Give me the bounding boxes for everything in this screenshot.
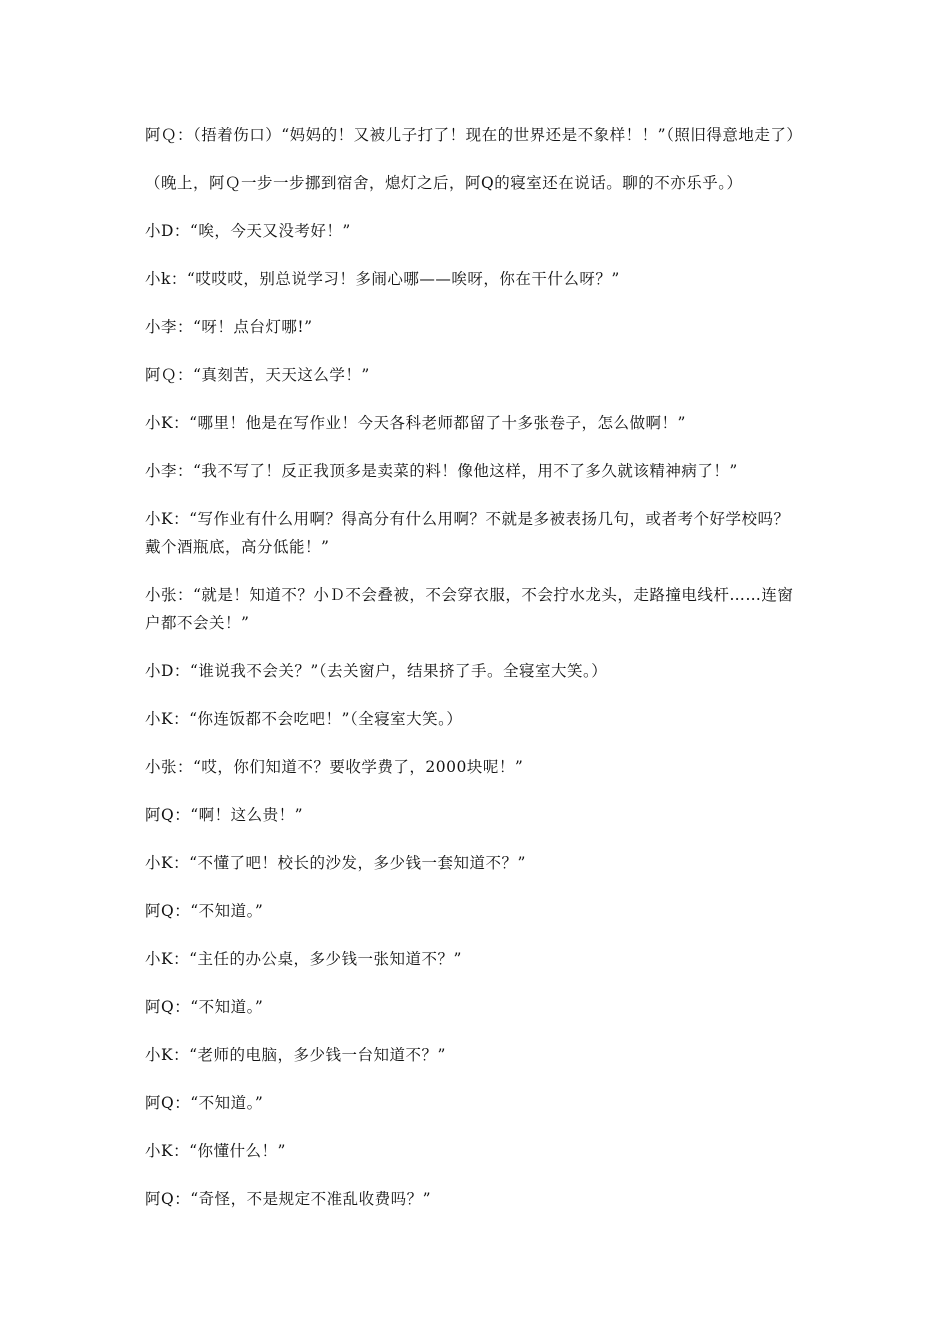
paragraph: 小k：“哎哎哎，别总说学习！多闹心哪——唉呀，你在干什么呀？”	[145, 270, 620, 288]
paragraph: 小K：“哪里！他是在写作业！今天各科老师都留了十多张卷子，怎么做啊！”	[145, 414, 686, 432]
paragraph: 小K：“你连饭都不会吃吧！”（全寝室大笑。）	[145, 710, 463, 728]
paragraph: 阿Q：“不知道。”	[145, 1094, 264, 1112]
paragraph: 阿Ｑ：（捂着伤口）“妈妈的！又被儿子打了！现在的世界还是不象样！！”（照旧得意地走了）	[145, 126, 803, 144]
paragraph: 小张：“就是！知道不？小Ｄ不会叠被，不会穿衣服，不会拧水龙头，走路撞电线杆……连窗户都不会关！”	[145, 586, 794, 632]
paragraph: 小D：“唉，今天又没考好！”	[145, 222, 351, 240]
paragraph: 阿Q：“不知道。”	[145, 998, 264, 1016]
paragraph: 小K：“老师的电脑，多少钱一台知道不？”	[145, 1046, 446, 1064]
paragraph: 小K：“不懂了吧！校长的沙发，多少钱一套知道不？”	[145, 854, 526, 872]
paragraph: 小D：“谁说我不会关？”（去关窗户，结果挤了手。全寝室大笑。）	[145, 662, 608, 680]
paragraph: 小张：“哎，你们知道不？要收学费了，2000块呢！”	[145, 758, 524, 776]
paragraph: 小李：“呀！点台灯哪!”	[145, 318, 313, 336]
paragraph: 阿Q：“啊！这么贵！”	[145, 806, 304, 824]
paragraph: （晚上，阿Ｑ一步一步挪到宿舍，熄灯之后，阿Q的寝室还在说话。聊的不亦乐乎。）	[145, 174, 743, 192]
document-body	[145, 121, 805, 1233]
paragraph: 小K：“你懂什么！”	[145, 1142, 286, 1160]
paragraph: 小K：“主任的办公桌，多少钱一张知道不？”	[145, 950, 462, 968]
paragraph: 阿Q：“不知道。”	[145, 902, 264, 920]
paragraph: 阿Ｑ：“真刻苦，天天这么学！”	[145, 366, 370, 384]
paragraph: 阿Q：“奇怪，不是规定不准乱收费吗？”	[145, 1190, 432, 1208]
paragraph: 小李：“我不写了！反正我顶多是卖菜的料！像他这样，用不了多久就该精神病了！”	[145, 462, 738, 480]
paragraph: 小K：“写作业有什么用啊？得高分有什么用啊？不就是多被表扬几句，或者考个好学校吗？戴个酒瓶底，高分低能！”	[145, 510, 790, 556]
